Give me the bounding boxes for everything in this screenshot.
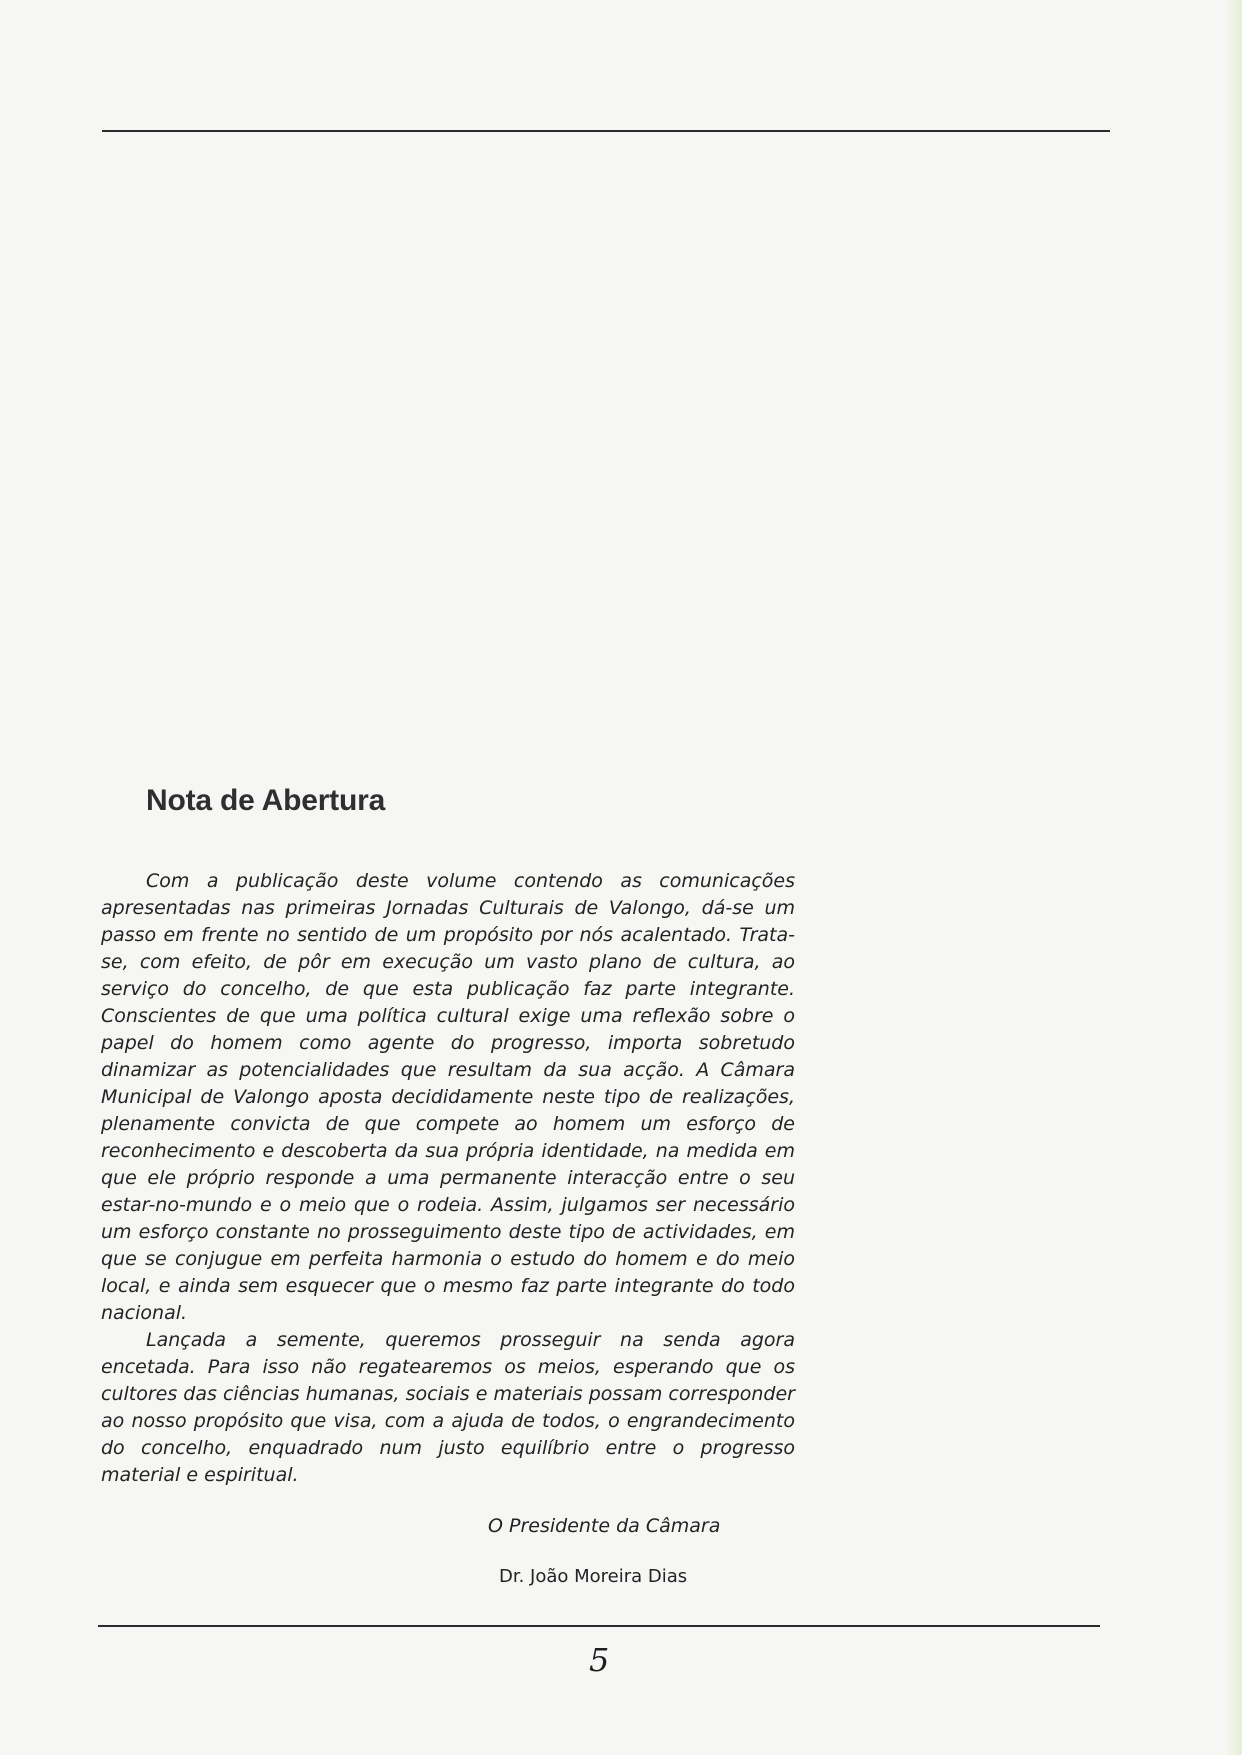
document-title: Nota de Abertura — [146, 784, 386, 817]
signature-role: O Presidente da Câmara — [488, 1515, 721, 1537]
page-number: 5 — [589, 1641, 610, 1679]
paragraph-1: Com a publicação deste volume contendo as comunicações apresentadas nas primeiras Jornadas Culturais de Valongo, dá-se um passo em frente no sentido de um propósito por nós acalentado. Trata-se, com efeito, de pôr em execução um vasto plano de cultura, ao serviço do concelho, de que esta publicação faz parte integrante. Conscientes de que uma política cultural exige uma reflexão sobre o papel do homem como agente do progresso, importa sobretudo dinamizar as potencialidades que resultam da sua acção. A Câmara Municipal de Valongo aposta decididamente neste tipo de realizações, plenamente convicta de que compete ao homem um esforço de reconhecimento e descoberta da sua própria identidade, na medida em que ele próprio responde a uma permanente interacção entre o seu estar-no-mundo e o meio que o rodeia. Assim, julgamos ser necessário um esforço constante no prosseguimento deste tipo de actividades, em que se conjugue em perfeita harmonia o estudo do homem e do meio local, e ainda sem esquecer que o mesmo faz parte integrante do todo nacional. — [101, 870, 795, 1324]
signature-name: Dr. João Moreira Dias — [499, 1566, 688, 1587]
bottom-rule — [98, 1625, 1100, 1627]
page-edge — [1228, 0, 1242, 1755]
document-body — [101, 868, 795, 1489]
paragraph-2: Lançada a semente, queremos prosseguir na senda agora encetada. Para isso não regatearemos os meios, esperando que os cultores das ciências humanas, sociais e materiais possam corresponder ao nosso propósito que visa, com a ajuda de todos, o engrandecimento do concelho, enquadrado num justo equilíbrio entre o progresso material e espiritual. — [101, 1329, 795, 1486]
top-rule — [102, 130, 1110, 132]
